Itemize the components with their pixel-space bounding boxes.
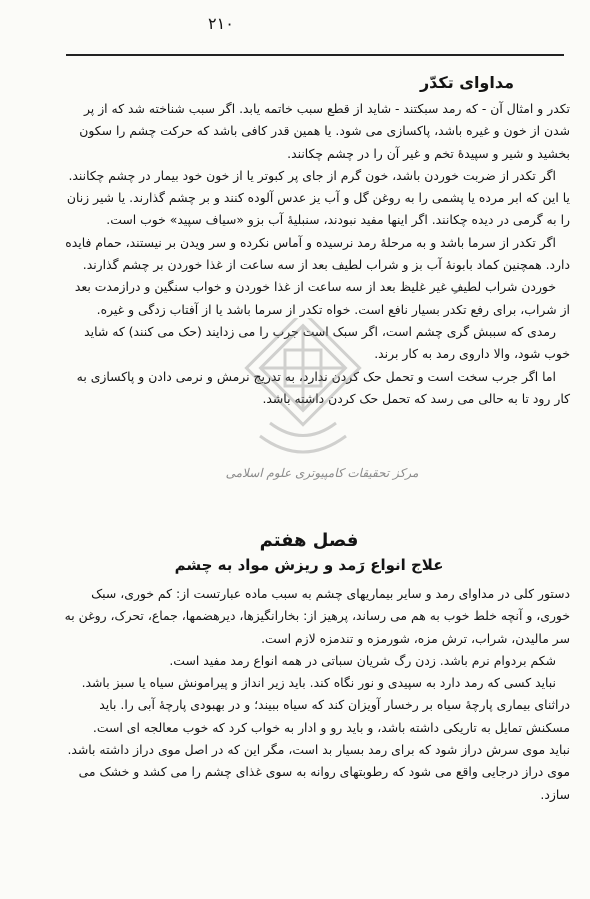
chapter-body [62,583,570,806]
section-heading: مداوای تکدّر [419,73,514,92]
paragraph: اما اگر جرب سخت است و تحمل حک کردن ندارد، به تدریج نرمش و نرمی دادن و پاکسازی به کار رود تا به حالی می رسد که تحمل حک کردن داشته باشد. [76,368,570,406]
header-rule [66,54,564,56]
paragraph: دراثنای بیماری پارچهٔ سیاه بر رخسار آویزان کند که سیاه ببیند؛ و در بهبودی پارچهٔ آبی را. باید مسکنش تمایل به تاریکی داشته باشد، و باید رو و ادار به خواب کرد که خوب معالجه ای است. [92,697,570,735]
paragraph: نباید کسی که رمد دارد به سپیدی و نور نگاه کند. باید زیر انداز و پیرامونش سیاه یا سبز باشد. [81,675,556,691]
paragraph: رمدی که سببش گری چشم است، اگر سبک است جرب را می زدایند (حک می کنند) که شاید خوب شود، والا داروی رمد به کار برند. [84,323,570,362]
paragraph: خوردن شراب لطیفِ غیر غلیظ بعد از سه ساعت از غذا خوردن و خواب سنگین و درازمدت بعد از شراب، برای رفع تکدر بسیار نافع است. خواه تکدر از سرما باشد یا از آفتاب زدگی و غیره. [74,279,570,317]
paragraph: دستور کلی در مداوای رمد و سایر بیماریهای چشم به سبب ماده عبارتست از: کم خوری، سبک خوری، و آنچه خلط خوب به هم می رساند، پرهیز از: بخارانگیزها، دیرهضمها، جماع، تحرک، روغن به سر مالیدن، شراب، ترش مزه، شورمزه و تندمزه لازم است. [64,586,570,646]
page-number: ۲۱۰ [208,14,234,33]
chapter-subtitle: علاج انواع رَمد و ریزش مواد به چشم [174,556,444,574]
paragraph: اگر تکدر از ضربت خوردن باشد، خون گرم از جای پر کبوتر یا از خون خود بیمار در چشم چکانند. یا این که ابر مرده یا پشمی را به روغن گل و آب یز عدس آلوده کنند و بر چشم گذارند. یا شیر زنان را به گرمی در دیده چکانند. اگر اینها مفید نبودند، سنبلیهٔ آب بزو «سیاف سپید» خوب است. [66,167,570,228]
paragraph: تکدر و امثال آن - که رمد سبکتند - شاید از قطع سبب خاتمه یابد. اگر سبب شناخته شد که از پر شدن از خون و غیره باشد، پاکسازی می شود. یا همین قدر کافی باشد که حرکت چشم را سکون بخشید و شیر و سپیدهٔ تخم و غیر آن را در چشم چکانند. [79,101,570,161]
paragraph: نباید موی سرش دراز شود که برای رمد بسیار بد است، مگر این که در اصل موی دراز داشته باشد. موی دراز درجایی واقع می شود که رطوبتهای روانه به سوی غذای چشم را می کشد و خشک می سازد. [67,742,570,802]
watermark-seal-icon [230,318,376,468]
watermark-text: مرکز تحقیقات کامپیوتری علوم اسلامی [225,466,419,480]
chapter-title: فصل هفتم [259,530,359,551]
paragraph: اگر تکدر از سرما باشد و به مرحلهٔ رمد نرسیده و آماس نکرده و سر ویدن بر نیستند، حمام فایده دارد. همچنین کماد بابونهٔ آب بز و شراب لطیف بعد از سه ساعت از غذا خوردن بر چشم گذارند. [65,234,570,273]
paragraph: شکم بردوام نرم باشد. زدن رگ شریان سباتی در همه انواع رمد مفید است. [169,652,556,668]
